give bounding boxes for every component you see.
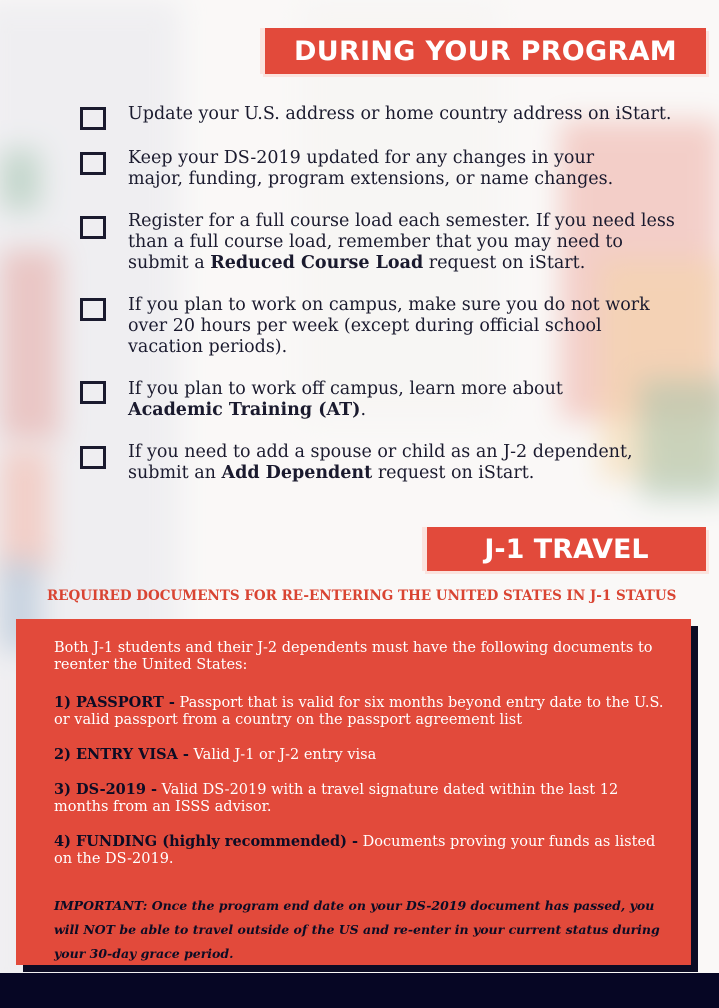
- checklist-text: Update your U.S. address or home country address on iStart.: [128, 104, 672, 124]
- footer-bar: [0, 973, 719, 1008]
- required-documents-box: [16, 619, 691, 965]
- section-subtitle: REQUIRED DOCUMENTS FOR RE-ENTERING THE UNITED STATES IN J-1 STATUS: [47, 588, 677, 604]
- section-title: J-1 TRAVEL: [484, 533, 649, 565]
- checklist-text: Register for a full course load each semester. If you need less than a full course load, remember that you may need to submit a Reduced Course Load request on iStart.: [128, 211, 675, 273]
- document-item: 1) PASSPORT - Passport that is valid for six months beyond entry date to the U.S. or valid passport from a country on the passport agreement list: [54, 694, 664, 728]
- important-note: IMPORTANT: Once the program end date on your DS-2019 document has passed, you will NOT be able to travel outside of the US and re-enter in your current status during your 30-day grace period.: [54, 898, 660, 961]
- checkbox[interactable]: [80, 152, 106, 175]
- checklist-text: Keep your DS-2019 updated for any changes in your major, funding, program extensions, or name changes.: [128, 148, 614, 189]
- section-header-during-program: [260, 28, 706, 74]
- checklist-text: If you plan to work off campus, learn more about Academic Training (AT).: [128, 379, 563, 420]
- document-item: 4) FUNDING (highly recommended) - Documents proving your funds as listed on the DS-2019.: [54, 833, 656, 867]
- checkbox[interactable]: [80, 107, 106, 130]
- checklist-text: If you plan to work on campus, make sure you do not work over 20 hours per week (except during official school vacation periods).: [128, 295, 650, 357]
- documents-intro: Both J-1 students and their J-2 dependents must have the following documents to reenter the United States:: [54, 640, 653, 673]
- checkbox[interactable]: [80, 298, 106, 321]
- checkbox[interactable]: [80, 216, 106, 239]
- section-title: DURING YOUR PROGRAM: [294, 35, 677, 67]
- checklist-text: If you need to add a spouse or child as an J-2 dependent, submit an Add Dependent request on iStart.: [128, 442, 633, 483]
- checkbox[interactable]: [80, 446, 106, 469]
- section-header-j1-travel: [422, 527, 706, 571]
- document-item: 2) ENTRY VISA - Valid J-1 or J-2 entry visa: [54, 746, 377, 763]
- document-item: 3) DS-2019 - Valid DS-2019 with a travel signature dated within the last 12 months from an ISSS advisor.: [54, 781, 619, 815]
- checkbox[interactable]: [80, 381, 106, 404]
